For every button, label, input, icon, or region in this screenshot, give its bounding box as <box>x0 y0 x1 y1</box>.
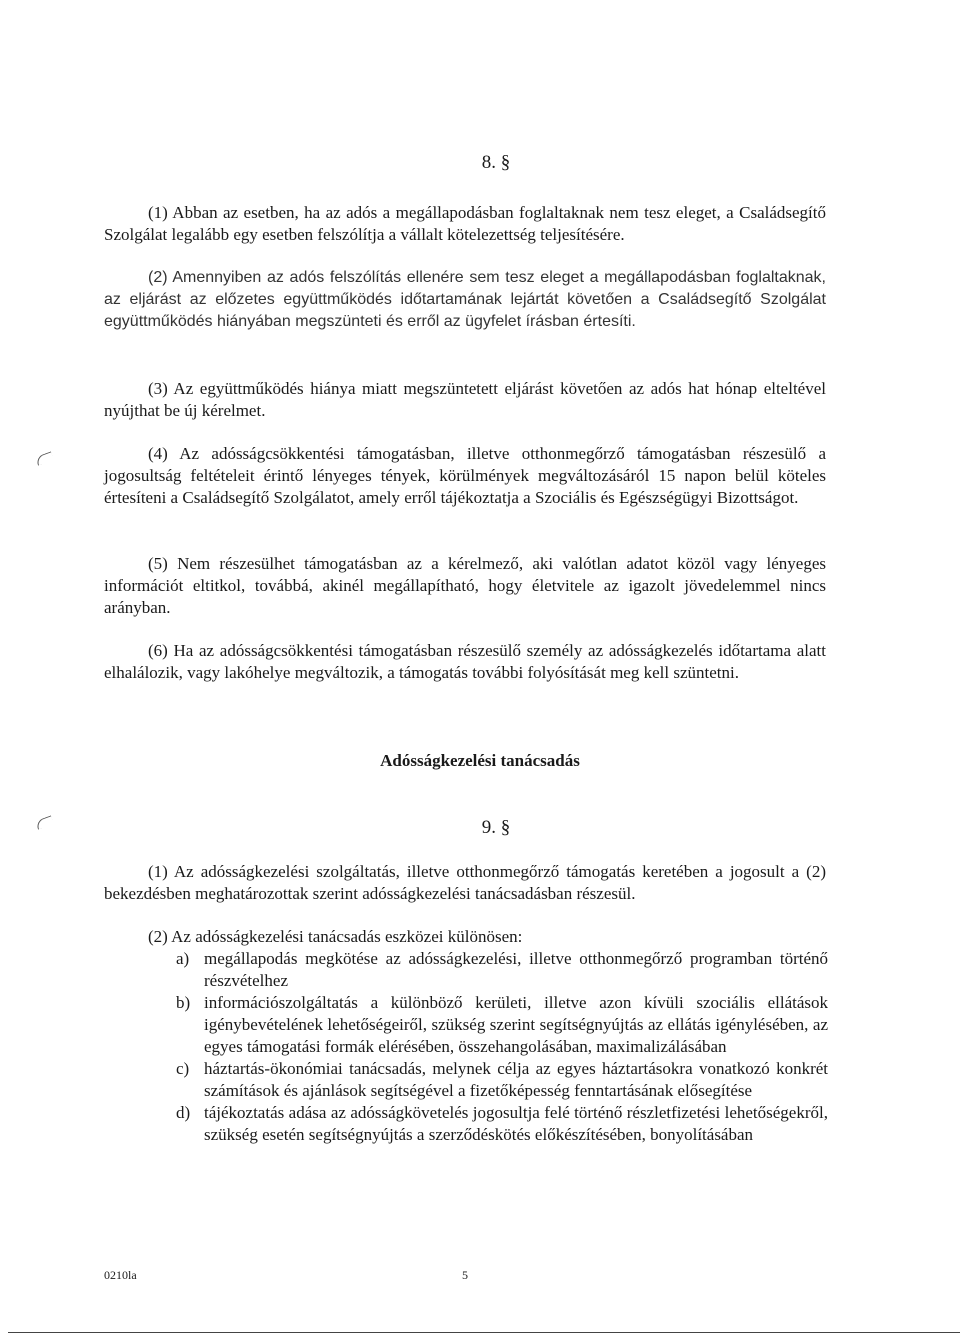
section-number: 9. <box>481 817 496 838</box>
list-item-text: háztartás-ökonómiai tanácsadás, melynek célja az egyes háztartásokra vonatkozó konkrét számítások és ajánlások segítségével a fizetőképesség fenntartásának elősegítése <box>204 1059 828 1100</box>
section-9-paragraph-1: (1) Az adósságkezelési szolgáltatás, illetve otthonmegőrző támogatás keretében a jogosult a (2) bekezdésben meghatározottak szerint adósságkezelési tanácsadásban részesül. <box>104 862 826 903</box>
section-8-paragraph-5: (5) Nem részesülhet támogatásban az a kérelmező, aki valótlan adatot közöl vagy lényeges információt eltitkol, továbbá, akinél megállapítható, hogy életvitele az igazolt jövedelemmel nincs arányban. <box>104 554 826 617</box>
paragraph-symbol: § <box>500 152 511 173</box>
list-item <box>148 1058 828 1102</box>
list-item-text: megállapodás megkötése az adósságkezelési, illetve otthonmegőrző programban történő részvételhez <box>204 949 828 990</box>
list-item-text: tájékoztatás adása az adósságkövetelés jogosultja felé történő részletfizetési lehetőségekről, szükség esetén segítségnyújtás a szerződéskötés előkészítésében, bonyolításában <box>204 1103 828 1144</box>
list-item <box>148 1102 828 1146</box>
list-item-label: c) <box>176 1059 190 1078</box>
list-item <box>148 992 828 1058</box>
means-list <box>148 948 828 1146</box>
section-9-paragraph-2: (2) Az adósságkezelési tanácsadás eszközei különösen: <box>148 927 523 946</box>
section-8-paragraph-4: (4) Az adósságcsökkentési támogatásban, illetve otthonmegőrző támogatásban részesülő a jogosultság feltételeit érintő lényeges tények, körülmények megváltozásáról 15 napon belül köteles értesíteni a Családsegítő Szolgálatot, amely erről tájékoztatja a Szociális és Egészségügyi Bizottságot. <box>104 444 826 507</box>
margin-mark <box>35 451 54 465</box>
section-number: 8. <box>481 152 496 173</box>
page-number: 5 <box>462 1268 468 1282</box>
section-8-paragraph-2: (2) Amennyiben az adós felszólítás ellenére sem tesz eleget a megállapodásban foglaltaknak, az eljárást az előzetes együttműködés időtartamának lejártát követően a Családsegítő Szolgálat együttműködés hiányában megszünteti és erről az ügyfelet írásban értesíti. <box>104 269 826 330</box>
section-8-paragraph-6: (6) Ha az adósságcsökkentési támogatásban részesülő személy az adósságkezelés időtartama alatt elhalálozik, vagy lakóhelye megváltozik, a támogatás további folyósítását meg kell szüntetni. <box>104 641 826 682</box>
paragraph-symbol: § <box>500 817 511 838</box>
bottom-rule <box>8 1332 960 1333</box>
section-8-paragraph-1: (1) Abban az esetben, ha az adós a megállapodásban foglaltaknak nem tesz eleget, a Családsegítő Szolgálat legalább egy esetben felszólítja a vállalt kötelezettség teljesítésére. <box>104 203 826 244</box>
list-item-text: információszolgáltatás a különböző kerületi, illetve azon kívüli szociális ellátások igénybevételének lehetőségeiről, szükség szerint segítségnyújtás az ellátás igénylésében, az egyes támogatási formák elérésében, összehangolásában, maximalizálásában <box>204 993 828 1056</box>
section-8-heading <box>0 152 960 174</box>
list-item-label: a) <box>176 949 190 968</box>
section-9-heading <box>0 817 960 839</box>
list-item-label: d) <box>176 1103 191 1122</box>
section-8-paragraph-3: (3) Az együttműködés hiánya miatt megszüntetett eljárást követően az adós hat hónap elteltével nyújthat be új kérelmet. <box>104 379 826 420</box>
section-title: Adósságkezelési tanácsadás <box>380 751 580 770</box>
list-item-label: b) <box>176 993 191 1012</box>
list-item <box>148 948 828 992</box>
document-code: 0210la <box>104 1268 137 1282</box>
